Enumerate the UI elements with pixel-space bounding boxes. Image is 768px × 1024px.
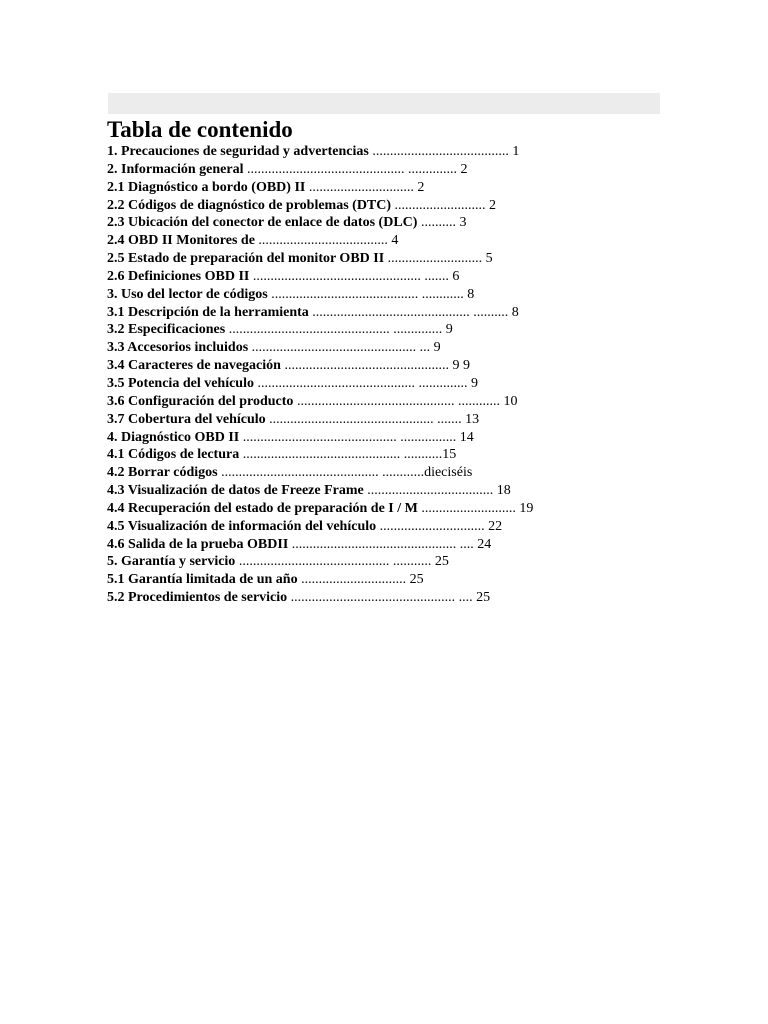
toc-entry-label: 4. Diagnóstico OBD II	[107, 429, 240, 445]
toc-entry[interactable]	[107, 339, 533, 357]
toc-entry-label: 3.1 Descripción de la herramienta	[107, 304, 309, 320]
toc-entry[interactable]	[107, 286, 533, 304]
toc-entry[interactable]	[107, 464, 533, 482]
header-band	[108, 93, 660, 114]
toc-entry-page: 8	[467, 286, 475, 302]
toc-entry-page: 2	[460, 161, 468, 177]
toc-entry[interactable]	[107, 321, 533, 339]
toc-entry-page: 9	[445, 322, 453, 338]
toc-entry-leader: .......................................... ............	[267, 286, 468, 302]
toc-entry-page: 24	[477, 536, 492, 552]
toc-entry-page: 8	[511, 304, 519, 320]
toc-entry[interactable]	[107, 571, 533, 589]
toc-entry-label: 2.3 Ubicación del conector de enlace de datos (DLC)	[107, 215, 418, 231]
toc-entry-label: 5.2 Procedimientos de servicio	[107, 590, 288, 606]
toc-entry-leader: ............................................. ...........	[239, 447, 443, 463]
toc-entry-leader: ............................................... ....	[288, 536, 478, 552]
toc-entry[interactable]	[107, 375, 533, 393]
toc-entry-leader: ..............................	[297, 572, 410, 588]
toc-entry-page: 25	[476, 590, 491, 606]
toc-entry-page: 13	[465, 411, 480, 427]
toc-entry[interactable]	[107, 179, 533, 197]
toc-entry-label: 2.1 Diagnóstico a bordo (OBD) II	[107, 179, 306, 195]
toc-entry-page: 10	[503, 393, 518, 409]
toc-entry-label: 3.3 Accesorios incluidos	[107, 340, 249, 356]
toc-entry-leader: ............................................... ...	[248, 340, 434, 356]
toc-entry-label: 2.4 OBD II Monitores de	[107, 233, 255, 249]
toc-entry-leader: ...........................	[417, 500, 520, 516]
toc-entry[interactable]	[107, 161, 533, 179]
toc-list	[107, 143, 533, 607]
toc-entry-leader: ..........................	[391, 197, 490, 213]
toc-entry-leader: .......................................	[368, 144, 513, 159]
toc-entry[interactable]	[107, 393, 533, 411]
toc-entry-page: 25	[409, 572, 424, 588]
toc-entry-page: 9	[433, 340, 441, 356]
toc-entry-leader: ....................................	[363, 483, 497, 499]
toc-entry[interactable]	[107, 553, 533, 571]
toc-entry-label: 1. Precauciones de seguridad y advertencias	[107, 144, 369, 159]
toc-entry-label: 4.5 Visualización de información del vehículo	[107, 518, 377, 534]
toc-entry-leader: ..............................	[376, 518, 489, 534]
toc-entry[interactable]	[107, 304, 533, 322]
toc-entry-leader: ............................................. ..............	[254, 375, 471, 391]
toc-entry-leader: ............................................. ..........	[308, 304, 512, 320]
toc-entry-label: 5.1 Garantía limitada de un año	[107, 572, 298, 588]
toc-entry-leader: ..........	[417, 215, 460, 231]
toc-entry-leader: ...........................	[384, 251, 486, 267]
toc-entry[interactable]	[107, 446, 533, 464]
toc-entry-page: 2	[417, 179, 425, 195]
toc-entry-label: 3.5 Potencia del vehículo	[107, 375, 254, 391]
toc-entry-label: 2.6 Definiciones OBD II	[107, 268, 250, 284]
toc-entry-label: 4.4 Recuperación del estado de preparación de I / M	[107, 500, 418, 516]
toc-entry[interactable]	[107, 214, 533, 232]
toc-entry-page: 2	[489, 197, 497, 213]
toc-entry[interactable]	[107, 500, 533, 518]
toc-entry-leader: .....................................	[254, 233, 392, 249]
toc-entry[interactable]	[107, 197, 533, 215]
toc-entry-page: 19	[519, 500, 534, 516]
toc-entry-leader: ............................................... ....	[287, 590, 477, 606]
toc-entry-page: 18	[496, 483, 511, 499]
toc-entry-label: 4.3 Visualización de datos de Freeze Frame	[107, 483, 364, 499]
toc-entry-label: 4.2 Borrar códigos	[107, 465, 218, 481]
toc-entry-page: 9	[471, 375, 478, 391]
toc-entry[interactable]	[107, 143, 533, 161]
toc-entry-page: dieciséis	[424, 465, 473, 481]
toc-entry-leader: ................................................ .......	[249, 268, 453, 284]
toc-entry[interactable]	[107, 589, 533, 607]
toc-entry[interactable]	[107, 411, 533, 429]
toc-entry[interactable]	[107, 357, 533, 375]
toc-entry-leader: ............................................. ............	[217, 465, 425, 481]
toc-entry-leader: ..............................	[305, 179, 418, 195]
toc-entry-page: 3	[459, 215, 467, 231]
toc-entry[interactable]	[107, 518, 533, 536]
toc-title: Tabla de contenido	[107, 117, 293, 142]
toc-entry-page: 4	[391, 233, 399, 249]
toc-entry-leader: ............................................. ............	[293, 393, 504, 409]
toc-entry-label: 2.2 Códigos de diagnóstico de problemas (DTC)	[107, 197, 392, 213]
toc-entry-page: 9 9	[452, 358, 470, 374]
toc-entry-leader: ............................................... .......	[265, 411, 466, 427]
toc-entry-label: 2. Información general	[107, 161, 244, 177]
toc-entry-label: 3.2 Especificaciones	[107, 322, 226, 338]
toc-entry-label: 4.1 Códigos de lectura	[107, 447, 240, 463]
toc-entry-label: 3.7 Cobertura del vehículo	[107, 411, 266, 427]
toc-entry[interactable]	[107, 482, 533, 500]
toc-entry[interactable]	[107, 429, 533, 447]
toc-entry-leader: ...............................................	[280, 358, 453, 374]
toc-entry-page: 22	[488, 518, 503, 534]
toc-entry-label: 3. Uso del lector de códigos	[107, 286, 268, 302]
toc-entry-page: 25	[434, 554, 449, 570]
toc-entry-page: 6	[452, 268, 460, 284]
toc-entry[interactable]	[107, 232, 533, 250]
toc-entry-page: 5	[485, 251, 493, 267]
toc-entry-page: 15	[442, 447, 457, 463]
toc-entry-leader: ........................................... ...........	[235, 554, 435, 570]
toc-entry-label: 3.6 Configuración del producto	[107, 393, 294, 409]
toc-entry-label: 2.5 Estado de preparación del monitor OBD II	[107, 251, 385, 267]
toc-entry-page: 1	[512, 144, 520, 159]
toc-entry-leader: .............................................. ..............	[225, 322, 446, 338]
toc-entry-page: 14	[459, 429, 474, 445]
toc-entry-label: 5. Garantía y servicio	[107, 554, 236, 570]
toc-entry-leader: ............................................ ................	[239, 429, 460, 445]
toc-entry[interactable]	[107, 250, 533, 268]
toc-entry-label: 3.4 Caracteres de navegación	[107, 358, 281, 374]
toc-entry[interactable]	[107, 268, 533, 286]
toc-entry-leader: ............................................. ..............	[243, 161, 461, 177]
toc-entry[interactable]	[107, 536, 533, 554]
toc-entry-label: 4.6 Salida de la prueba OBDII	[107, 536, 289, 552]
